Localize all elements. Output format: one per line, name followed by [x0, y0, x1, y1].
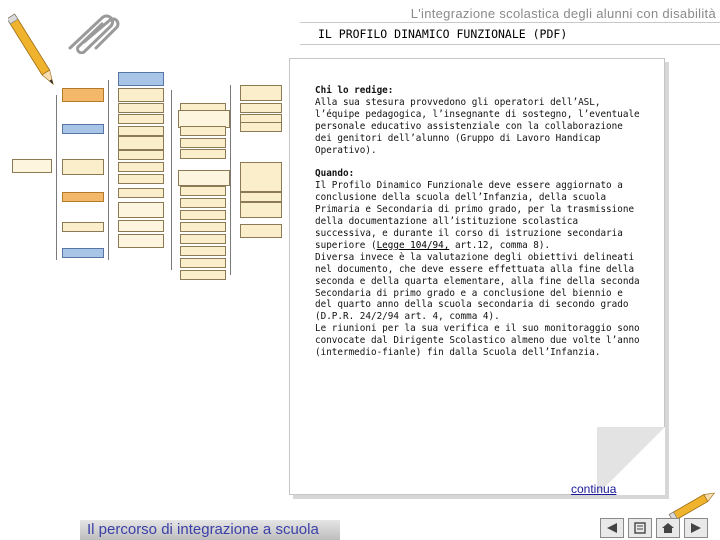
diagram-node — [180, 138, 226, 148]
index-icon — [633, 522, 647, 534]
diagram-connector — [230, 85, 231, 275]
footer-title: Il percorso di integrazione a scuola — [87, 521, 319, 538]
diagram-node — [118, 136, 164, 150]
diagram-node — [118, 162, 164, 172]
diagram-node — [62, 124, 104, 134]
diagram-node — [240, 224, 282, 238]
diagram-node — [62, 159, 104, 175]
diagram-node — [180, 149, 226, 159]
who-label: Chi lo redige: — [315, 85, 394, 96]
diagram-node — [180, 126, 226, 136]
diagram-node — [62, 88, 104, 102]
home-button[interactable] — [656, 518, 680, 538]
diagram-node — [118, 188, 164, 198]
diagram-node — [240, 103, 282, 113]
diagram-node — [118, 72, 164, 86]
diagram-node — [180, 246, 226, 256]
diagram-node — [118, 150, 164, 160]
diagram-node — [180, 186, 226, 196]
home-icon — [661, 522, 675, 534]
diagram-node — [118, 174, 164, 184]
slide-subtitle: IL PROFILO DINAMICO FUNZIONALE (PDF) — [318, 27, 568, 41]
diagram-node — [118, 88, 164, 102]
arrow-left-icon — [605, 522, 619, 534]
diagram-node — [180, 222, 226, 232]
when-text-end: art.12, comma 8). — [449, 239, 551, 251]
diagram-node — [62, 248, 104, 258]
index-button[interactable] — [628, 518, 652, 538]
flow-diagram — [10, 70, 282, 280]
who-text: Alla sua stesura provvedono gli operatori dell’ASL, l’équipe pedagogica, l’insegnante di sostegno, l’eventuale personale educativo assistenziale con la collaborazione dei genitori dell’alunno (Gruppo di Lavoro Handicap Operativo). — [315, 96, 640, 156]
arrow-right-icon — [689, 522, 703, 534]
diagram-node — [240, 122, 282, 132]
diagram-node — [180, 258, 226, 268]
when-paragraph — [315, 180, 645, 251]
when-label: Quando: — [315, 168, 355, 180]
evaluation-text: Diversa invece è la valutazione degli obiettivi delineati nel documento, che deve essere effettuata alla fine della seconda e della quarta elementare, alla fine della seconda Secondaria di primo grado e a conclusione del biennio e del quarto anno della scuola secondaria di secondo grado (D.P.R. 24/2/94 art. 4, comma 4). — [315, 251, 640, 323]
diagram-node — [180, 210, 226, 220]
subtitle-divider — [300, 44, 720, 45]
diagram-connector — [56, 95, 57, 260]
diagram-node — [240, 85, 282, 101]
slide-title: L'integrazione scolastica degli alunni con disabilità — [410, 6, 716, 21]
diagram-connector — [108, 80, 109, 260]
prev-button[interactable] — [600, 518, 624, 538]
header-divider — [300, 22, 720, 23]
diagram-node — [178, 170, 230, 186]
diagram-node — [180, 234, 226, 244]
law-link[interactable]: Legge 104/94, — [376, 239, 450, 251]
diagram-node — [118, 114, 164, 124]
note-body — [315, 85, 645, 359]
diagram-node — [240, 192, 282, 202]
diagram-node — [12, 159, 52, 173]
diagram-node — [240, 202, 282, 218]
diagram-node — [118, 103, 164, 113]
diagram-node — [180, 270, 226, 280]
continue-link[interactable]: continua — [571, 482, 617, 496]
diagram-node — [118, 126, 164, 136]
diagram-node — [62, 192, 104, 202]
diagram-node — [118, 220, 164, 232]
diagram-node — [62, 222, 104, 232]
paper-clip-icon — [62, 12, 122, 54]
diagram-connector — [171, 90, 172, 270]
diagram-node — [118, 234, 164, 248]
meeting-text: Le riunioni per la sua verifica e il suo monitoraggio sono convocate dal Dirigente Scolastico almeno due volte l’anno (intermedio-fianle) fin dalla Scuola dell’Infanzia. — [315, 323, 640, 359]
next-button[interactable] — [684, 518, 708, 538]
diagram-node — [118, 202, 164, 218]
diagram-node — [180, 198, 226, 208]
when-text: Il Profilo Dinamico Funzionale deve essere aggiornato a conclusione della scuola dell’Infanzia, della scuola Primaria e Secondaria di primo grado, per la trasmissione della documentazione all’istituzione scolastica successiva, e durante il corso di istruzione secondaria superiore ( — [315, 180, 635, 251]
diagram-node — [240, 162, 282, 192]
